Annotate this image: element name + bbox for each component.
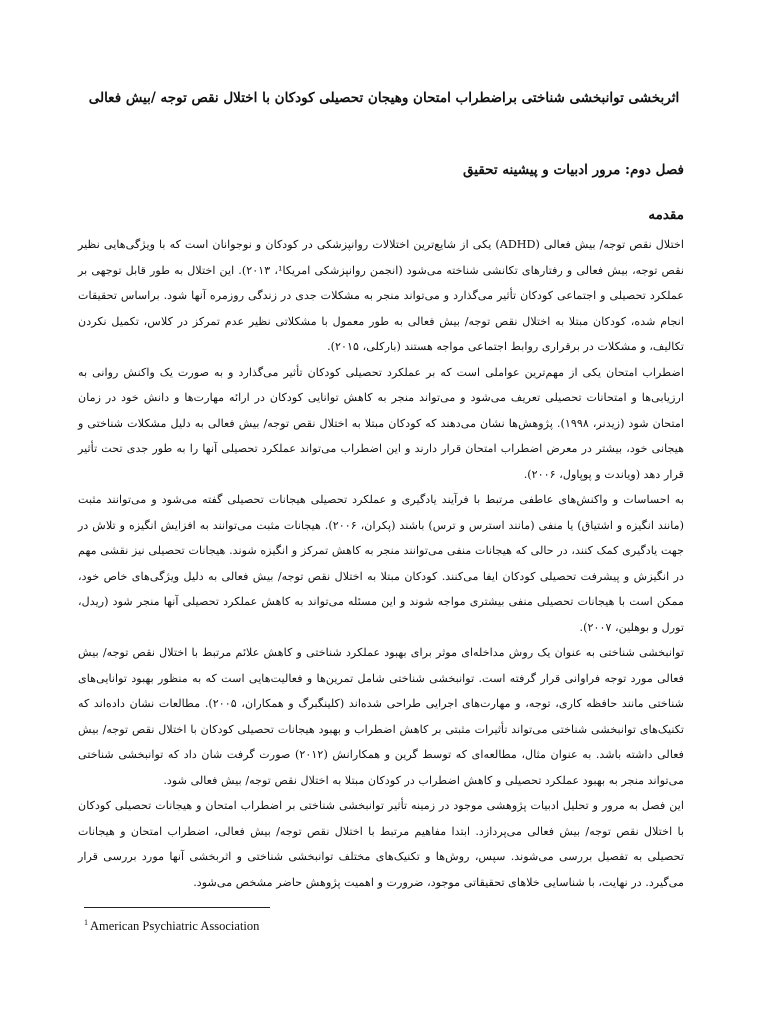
footnote-text: American Psychiatric Association (90, 919, 260, 934)
paragraph: این فصل به مرور و تحلیل ادبیات پژوهشی موجود در زمینه تأثیر توانبخشی شناختی بر اضطراب امتحان و هیجانات تحصیلی کودکان با اختلال نقص توجه/ بیش فعالی می‌پردازد. ابتدا مفاهیم مرتبط با اختلال نقص توجه/ بیش فعالی، اضطراب امتحان و هیجانات تحصیلی به تفصیل بررسی می‌شوند. سپس، روش‌ها و تکنیک‌های مختلف توانبخشی شناختی و اثربخشی آنها مورد بررسی قرار می‌گیرد. در نهایت، با شناسایی خلاهای تحقیقاتی موجود، ضرورت و اهمیت پژوهش حاضر مشخص می‌شود. (78, 799, 684, 889)
paragraph: اختلال نقص توجه/ بیش فعالی (ADHD) یکی از شایع‌ترین اختلالات روانپزشکی در کودکان و نوجوانان است که با ویژگی‌هایی نظیر نقص توجه، بیش فعالی و رفتارهای تکانشی شناخته می‌شود (انجمن روانپزشکی امریکا¹، ۲۰۱۳). این اختلال به طور قابل توجهی بر عملکرد تحصیلی و اجتماعی کودکان تأثیر می‌گذارد و می‌تواند منجر به مشکلات جدی در زندگی روزمره آنها شود. براساس تحقیقات انجام شده، کودکان مبتلا به اختلال نقص توجه/ بیش فعالی به طور معمول با مشکلاتی نظیر عدم تمرکز در کلاس، تکمیل نکردن تکالیف، و مشکلات در برقراری روابط اجتماعی مواجه هستند (بارکلی، ۲۰۱۵). (78, 238, 685, 353)
footnote-divider (84, 907, 270, 908)
section-heading: مقدمه (648, 207, 684, 223)
paragraph: توانبخشی شناختی به عنوان یک روش مداخله‌ای موثر برای بهبود عملکرد شناختی و کاهش علائم مرتبط با اختلال نقص توجه/ بیش فعالی مورد توجه فراوانی قرار گرفته است. توانبخشی شناختی شامل تمرین‌ها و فعالیت‌هایی است که به منظور بهبود توانایی‌های شناختی مانند حافظه کاری، توجه، و مهارت‌های اجرایی طراحی شده‌اند (کلینگبرگ و همکاران، ۲۰۰۵). مطالعات نشان داده‌اند که تکنیک‌های توانبخشی شناختی می‌تواند تأثیرات مثبتی بر کاهش اضطراب و بهبود هیجانات تحصیلی کودکان با اختلال نقص توجه/ بیش فعالی داشته باشد. به عنوان مثال، مطالعه‌ای که توسط گرین و همکارانش (۲۰۱۲) صورت گرفت شان داد که توانبخشی شناختی می‌تواند منجر به بهبود عملکرد تحصیلی و کاهش اضطراب در کودکان مبتلا به اختلال نقص توجه/ بیش فعالی شود. (78, 646, 684, 787)
footnote-number: 1 (84, 918, 88, 927)
chapter-title: فصل دوم: مرور ادبیات و پیشینه تحقیق (462, 162, 684, 178)
paragraph: اضطراب امتحان یکی از مهم‌ترین عواملی است که بر عملکرد تحصیلی کودکان تأثیر می‌گذارد و به صورت یک واکنش روانی به ارزیابی‌ها و امتحانات تحصیلی تعریف می‌شود و می‌تواند منجر به کاهش توانایی کودکان در ارائه مهارت‌ها و دانش خود در زمان امتحان شود (زیدنر، ۱۹۹۸). پژوهش‌ها نشان می‌دهند که کودکان مبتلا به اختلال نقص توجه/ بیش فعالی به دلیل مشکلات شناختی و هیجانی خود، بیشتر در معرض اضطراب امتحان قرار دارند و این اضطراب می‌تواند عملکرد تحصیلی آنها را به طور جدی تحت تأثیر قرار دهد (ویاندت و پوپاول، ۲۰۰۶). (78, 365, 685, 481)
body-text (78, 232, 684, 895)
document-title: اثربخشی توانبخشی شناختی براضطراب امتحان وهیجان تحصیلی کودکان با اختلال نقص توجه /بیش فعالی (88, 90, 680, 106)
footnote (84, 914, 259, 935)
paragraph: به احساسات و واکنش‌های عاطفی مرتبط با فرآیند یادگیری و عملکرد تحصیلی هیجانات تحصیلی گفته می‌شود و می‌توانند مثبت (مانند انگیزه و اشتیاق) یا منفی (مانند استرس و ترس) باشند (پکران، ۲۰۰۶). هیجانات مثبت می‌توانند به افزایش انگیزه و تلاش در جهت یادگیری کمک کنند، در حالی که هیجانات منفی می‌توانند منجر به کاهش تمرکز و انگیزه شوند. هیجانات تحصیلی نیز نقشی مهم در انگیزش و پیشرفت تحصیلی کودکان ایفا می‌کنند. کودکان مبتلا به اختلال نقص توجه/ بیش فعالی به دلیل ویژگی‌های خاص خود، ممکن است با هیجانات تحصیلی منفی بیشتری مواجه شوند و این مسئله می‌تواند به کاهش عملکرد تحصیلی آنها منجر شود (ریدل، تورل و بوهلین، ۲۰۰۷). (78, 493, 684, 634)
